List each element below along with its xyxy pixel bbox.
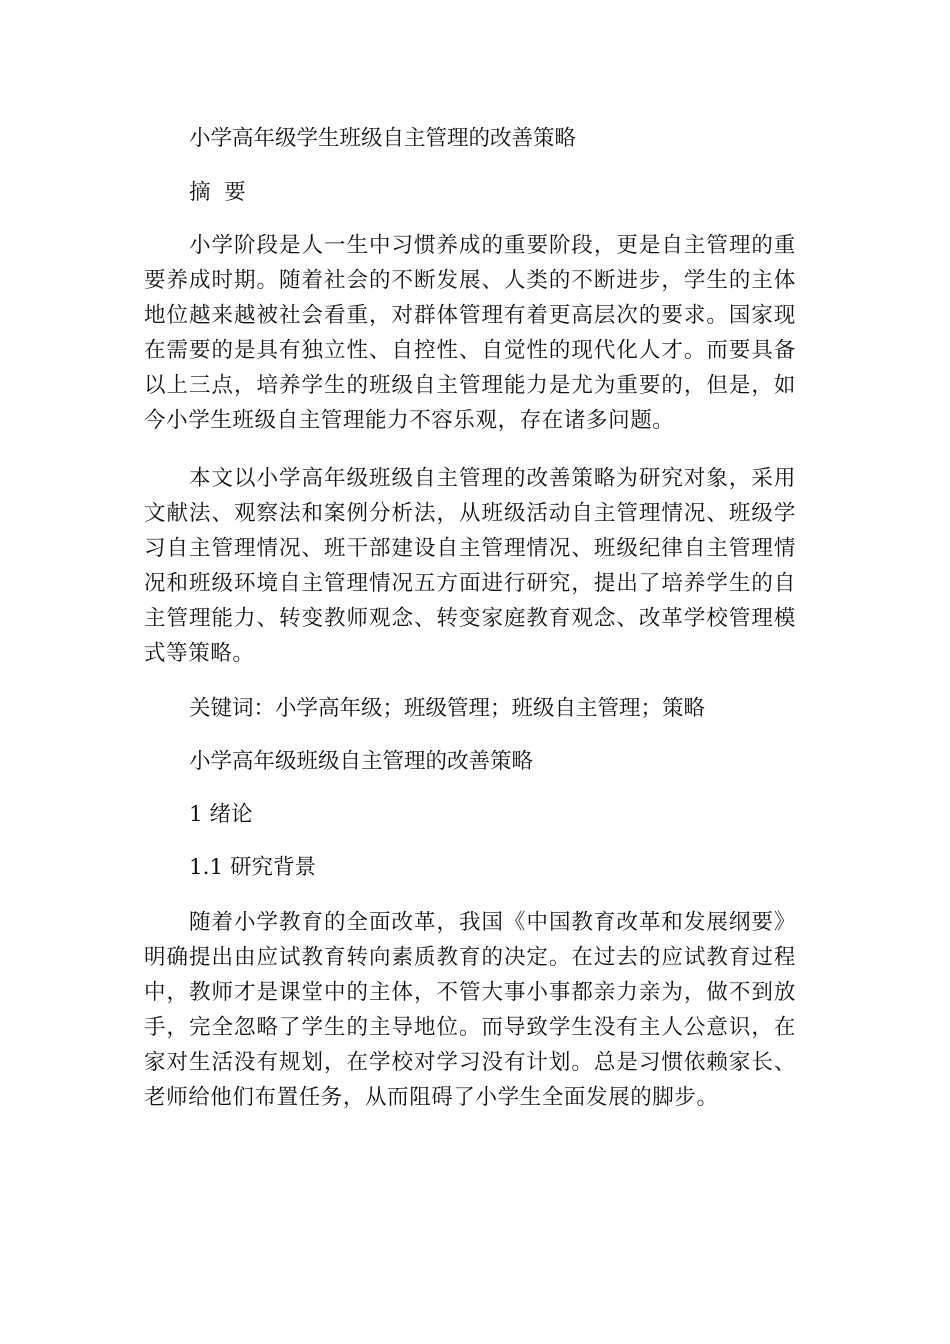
body-paragraph-1: 随着小学教育的全面改革，我国《中国教育改革和发展纲要》明确提出由应试教育转向素质教育的决定。在过去的应试教育过程中，教师才是课堂中的主体，不管大事小事都亲力亲为，做不到放手，完全忽略了学生的主导地位。而导致学生没有主人公意识，在家对生活没有规划，在学校对学习没有计划。总是习惯依赖家长、老师给他们布置任务，从而阻碍了小学生全面发展的脚步。: [144, 910, 796, 1110]
document-title: 小学高年级学生班级自主管理的改善策略: [189, 126, 577, 151]
keywords-line: 关键词：小学高年级；班级管理；班级自主管理；策略: [189, 696, 706, 721]
abstract-heading: 摘 要: [189, 180, 246, 205]
section-heading: 1.1 研究背景: [189, 855, 317, 880]
abstract-paragraph-1: 小学阶段是人一生中习惯养成的重要阶段，更是自主管理的重要养成时期。随着社会的不断发展、人类的不断进步，学生的主体地位越来越被社会看重，对群体管理有着更高层次的要求。国家现在需要的是具有独立性、自控性、自觉性的现代化人才。而要具备以上三点，培养学生的班级自主管理能力是尤为重要的，但是，如今小学生班级自主管理能力不容乐观，存在诸多问题。: [144, 233, 796, 433]
abstract-paragraph-2: 本文以小学高年级班级自主管理的改善策略为研究对象，采用文献法、观察法和案例分析法，从班级活动自主管理情况、班级学习自主管理情况、班干部建设自主管理情况、班级纪律自主管理情况和班级环境自主管理情况五方面进行研究，提出了培养学生的自主管理能力、转变教师观念、转变家庭教育观念、改革学校管理模式等策略。: [144, 466, 796, 666]
chapter-heading: 1 绪论: [189, 802, 253, 827]
body-title: 小学高年级班级自主管理的改善策略: [189, 749, 534, 774]
